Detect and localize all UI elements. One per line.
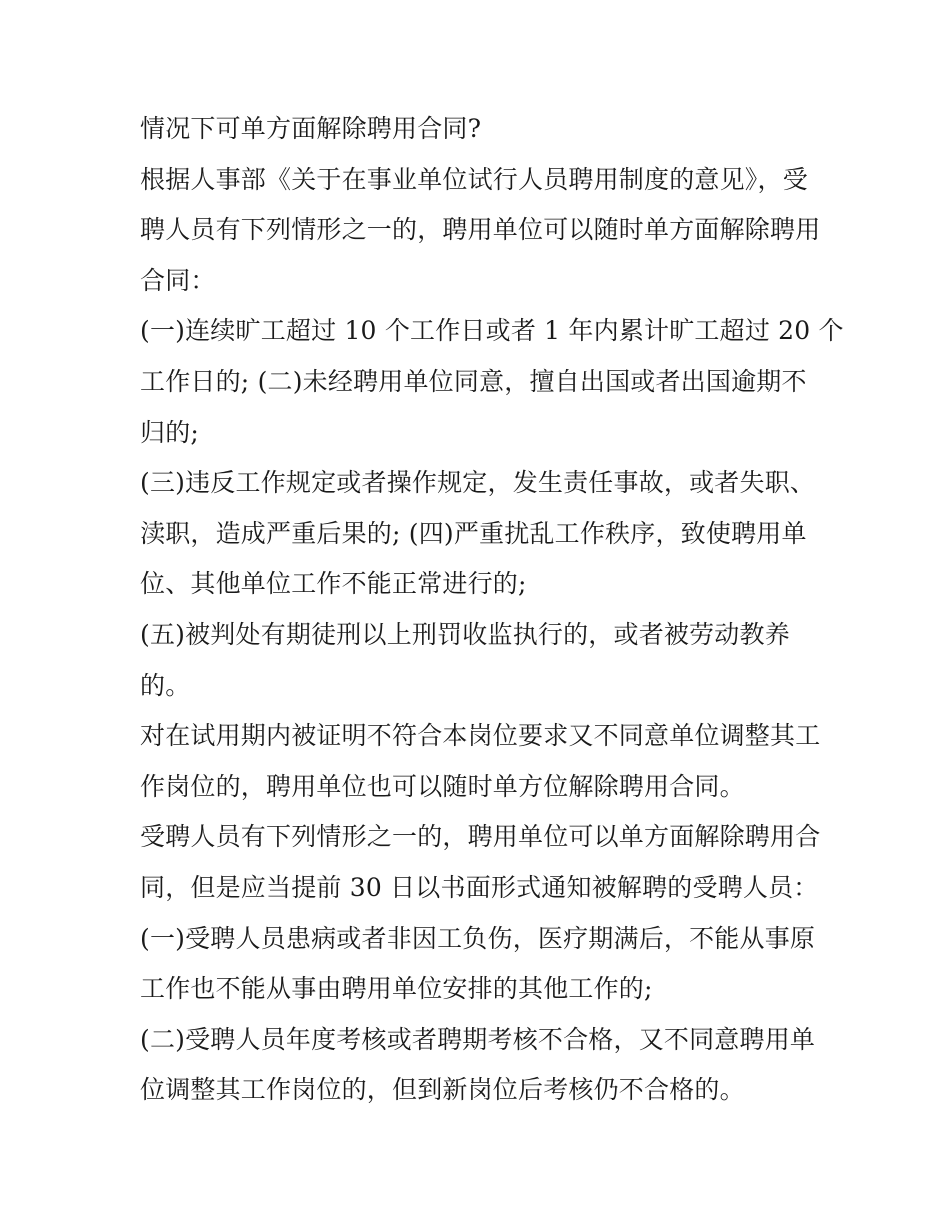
text-line: 工作也不能从事由聘用单位安排的其他工作的;: [140, 974, 653, 1004]
text-line: 合同：: [140, 265, 216, 295]
text-line: 受聘人员有下列情形之一的，聘用单位可以单方面解除聘用合: [140, 822, 821, 852]
text-line: 位调整其工作岗位的，但到新岗位后考核仍不合格的。: [140, 1075, 745, 1105]
text-line: 同，但是应当提前 30 日以书面形式通知被解聘的受聘人员：: [140, 872, 819, 902]
text-line: 根据人事部《关于在事业单位试行人员聘用制度的意见》，受: [140, 164, 808, 194]
text-line: 情况下可单方面解除聘用合同?: [140, 114, 482, 143]
text-line: 作岗位的，聘用单位也可以随时单方位解除聘用合同。: [140, 771, 745, 801]
text-line: 归的;: [140, 417, 200, 447]
text-line: 聘人员有下列情形之一的，聘用单位可以随时单方面解除聘用: [140, 215, 821, 245]
text-line: 的。: [140, 670, 191, 700]
text-line: (一)受聘人员患病或者非因工负伤，医疗期满后，不能从事原: [140, 923, 816, 953]
document-body: [140, 104, 844, 1116]
text-line: (五)被判处有期徒刑以上刑罚收监执行的，或者被劳动教养: [140, 619, 790, 649]
text-line: 对在试用期内被证明不符合本岗位要求又不同意单位调整其工: [140, 721, 821, 751]
text-line: 工作日的; (二)未经聘用单位同意，擅自出国或者出国逾期不: [140, 366, 807, 396]
text-line: (一)连续旷工超过 10 个工作日或者 1 年内累计旷工超过 20 个: [140, 316, 844, 346]
text-line: 位、其他单位工作不能正常进行的;: [140, 569, 527, 599]
text-line: (三)违反工作规定或者操作规定，发生责任事故，或者失职、: [140, 468, 816, 498]
text-line: 渎职，造成严重后果的; (四)严重扰乱工作秩序，致使聘用单: [140, 518, 807, 548]
text-line: (二)受聘人员年度考核或者聘期考核不合格，又不同意聘用单: [140, 1024, 816, 1054]
